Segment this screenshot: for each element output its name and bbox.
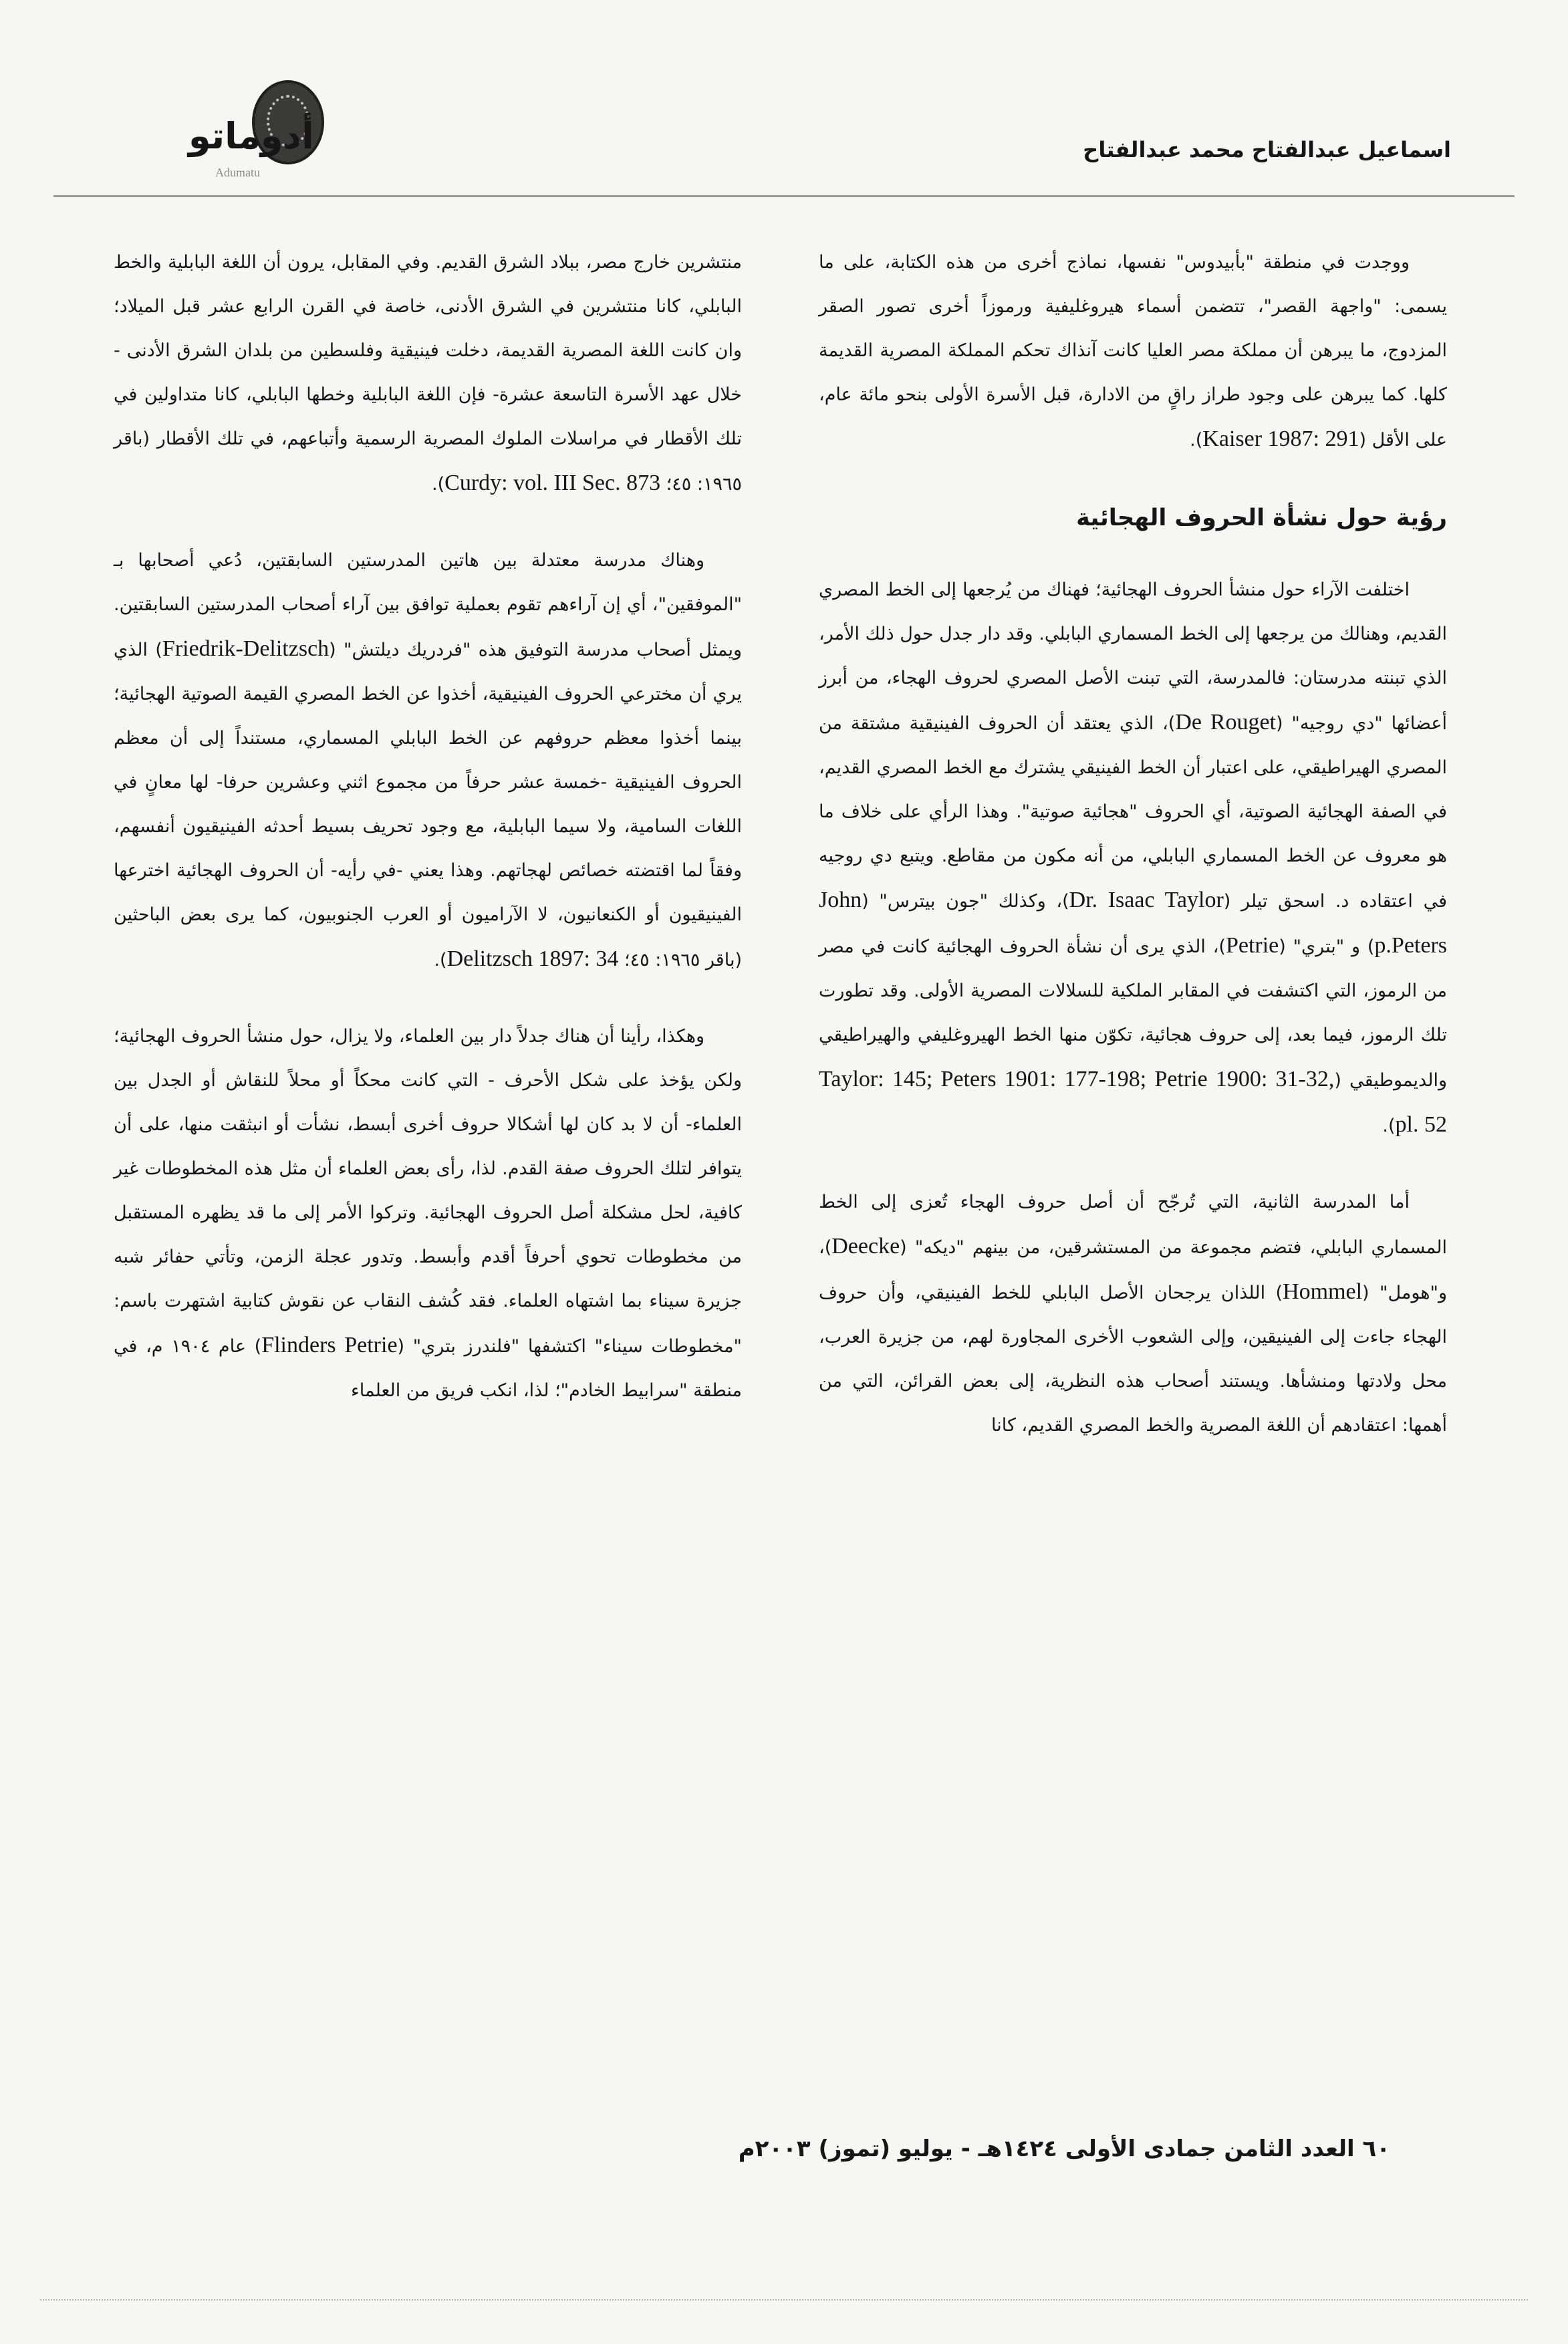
paragraph: اختلفت الآراء حول منشأ الحروف الهجائية؛ فهناك من يُرجعها إلى الخط المصري القديم، وهنالك من يرجعها إلى الخط المسماري البابلي. وقد دار جدل حول ذلك الأمر، الذي تبنته مدرستان: فالمدرسة، التي تبنت الأصل المصري لحروف الهجاء، من أبرز أعضائها "دي روجيه" (De Rouget)، الذي يعتقد أن الحروف الفينيقية مشتقة من المصري الهيراطيقي، على اعتبار أن الخط الفينيقي يشترك مع الخط المصري القديم، في الصفة الهجائية الصوتية، أي الحروف "هجائية صوتية". وهذا الرأي على خلاف ما هو معروف عن الخط المسماري البابلي، من أنه مكون من مقاطع. ويتبع دي روجيه في اعتقاده د. اسحق تيلر (Dr. Isaac Taylor)، وكذلك "جون بيترس" (John p.Peters) و "بتري" (Petrie)، الذي يرى أن نشأة الحروف الهجائية كانت في مصر من الرموز، التي اكتشفت في المقابر الملكية للسلالات المصرية الأولى. وقد تطورت تلك الرموز، فيما بعد، إلى حروف هجائية، تكوّن منها الخط الهيروغليفي والهيراطيقي والديموطيقي (Taylor: 145; Peters 1901: 177-198; Petrie 1900: 31-32, pl. 52). [819, 579, 1448, 1137]
header-divider [53, 195, 1515, 197]
running-header-author: اسماعيل عبدالفتاح محمد عبدالفتاح [1083, 137, 1451, 162]
paragraph: أما المدرسة الثانية، التي تُرجّح أن أصل حروف الهجاء تُعزى إلى الخط المسماري البابلي، فتضم مجموعة من المستشرقين، من بينهم "ديكه" (Deecke)، و"هومل" (Hommel) اللذان يرجحان الأصل البابلي للخط الفينيقي، وأن حروف الهجاء جاءت إلى الفينيقين، وإلى الشعوب الأخرى المجاورة لهم، من جزيرة العرب، محل ولادتها ومنشأها. ويستند أصحاب هذه النظرية، إلى بعض القرائن، التي من أهمها: اعتقادهم أن اللغة المصرية والخط المصري القديم، كانا [819, 1192, 1447, 1436]
logo-arabic-text: أدوماتو [188, 115, 314, 157]
issue-info: العدد الثامن جمادى الأولى ١٤٢٤هـ - يوليو (تموز) ٢٠٠٣م [738, 2135, 1355, 2162]
paragraph: منتشرين خارج مصر، ببلاد الشرق القديم. وفي المقابل، يرون أن اللغة البابلية والخط البابلي، كانا منتشرين في الشرق الأدنى، خاصة في القرن الرابع عشر قبل الميلاد؛ وان كانت اللغة المصرية القديمة، دخلت فينيقية وفلسطين من بلدان الشرق الأدنى - خلال عهد الأسرة التاسعة عشرة- فإن اللغة البابلية وخطها البابلي، كانا متداولين في تلك الأقطار في مراسلات الملوك المصرية الرسمية وأتباعهم، في تلك الأقطار (باقر ١٩٦٥: ٤٥؛ Curdy: vol. III Sec. 873). [114, 252, 742, 495]
right-column [819, 241, 1447, 1480]
paragraph: وهكذا، رأينا أن هناك جدلاً دار بين العلماء، ولا يزال، حول منشأ الحروف الهجائية؛ ولكن يؤخذ على شكل الأحرف - التي كانت محكاً أو محلاً للنقاش أو الجدل بين العلماء- أن لا بد كان لها أشكالا حروف أخرى أبسط، نشأت أو انبثقت منها، على أن يتوافر لتلك الحروف صفة القدم. لذا، رأى بعض العلماء أن مثل هذه المخطوطات غير كافية، لحل مشكلة أصل الحروف الهجائية. وتركوا الأمر إلى ما قد يظهره المستقبل من مخطوطات تحوي أحرفاً أقدم وأبسط. وتدور عجلة الزمن، وتأتي حفائر شبه جزيرة سيناء بما اشتهاه العلماء. فقد كُشف النقاب عن نقوش كتابية اشتهرت باسم: "مخطوطات سيناء" اكتشفها "فلندرز بتري" (Flinders Petrie) عام ١٩٠٤ م، في منطقة "سرابيط الخادم"؛ لذا، انكب فريق من العلماء [114, 1026, 742, 1401]
page-number: ٦٠ [1362, 2135, 1390, 2162]
page-footer [738, 2135, 1390, 2162]
section-heading: رؤية حول نشأة الحروف الهجائية [1076, 505, 1447, 531]
bottom-edge [40, 2299, 1528, 2301]
logo-latin-text: Adumatu [215, 166, 260, 179]
left-column [114, 241, 742, 1445]
paragraph: ووجدت في منطقة "بأبيدوس" نفسها، نماذج أخرى من هذه الكتابة، على ما يسمى: "واجهة القصر"، تتضمن أسماء هيروغليفية ورموزاً أخرى تصور الصقر المزدوج، ما يبرهن أن مملكة مصر العليا كانت آنذاك تحكم المملكة المصرية القديمة كلها. كما يبرهن على وجود طراز راقٍ من الادارة، قبل الأسرة الأولى بنحو مائة عام، على الأقل (Kaiser 1987: 291). [819, 252, 1447, 451]
paragraph: وهناك مدرسة معتدلة بين هاتين المدرستين السابقتين، دُعي أصحابها بـ "الموفقين"، أي إن آراءهم تقوم بعملية توافق بين آراء أصحاب المدرستين السابقتين. ويمثل أصحاب مدرسة التوفيق هذه "فردريك ديلتش" (Friedrik-Delitzsch) الذي يري أن مخترعي الحروف الفينيقية، أخذوا عن الخط المصري القيمة الصوتية الهجائية؛ بينما أخذوا معظم حروفهم عن الخط البابلي المسماري، مستنداً إلى أن معظم الحروف الفينيقية -خمسة عشر حرفاً من مجموع اثني وعشرين حرفا- لها معانٍ في اللغات السامية، ولا سيما البابلية، مع وجود تحريف بسيط أحدثه الفينيقيون أنفسهم، وفقاً لما اقتضته خصائص لهجاتهم. وهذا يعني -في رأيه- أن الحروف الهجائية اخترعها الفينيقيون أو الكنعانيون، لا الآراميون أو العرب الجنوبيون، كما يرى بعض الباحثين (باقر ١٩٦٥: ٤٥؛ Delitzsch 1897: 34). [114, 550, 742, 971]
journal-logo [188, 80, 322, 194]
